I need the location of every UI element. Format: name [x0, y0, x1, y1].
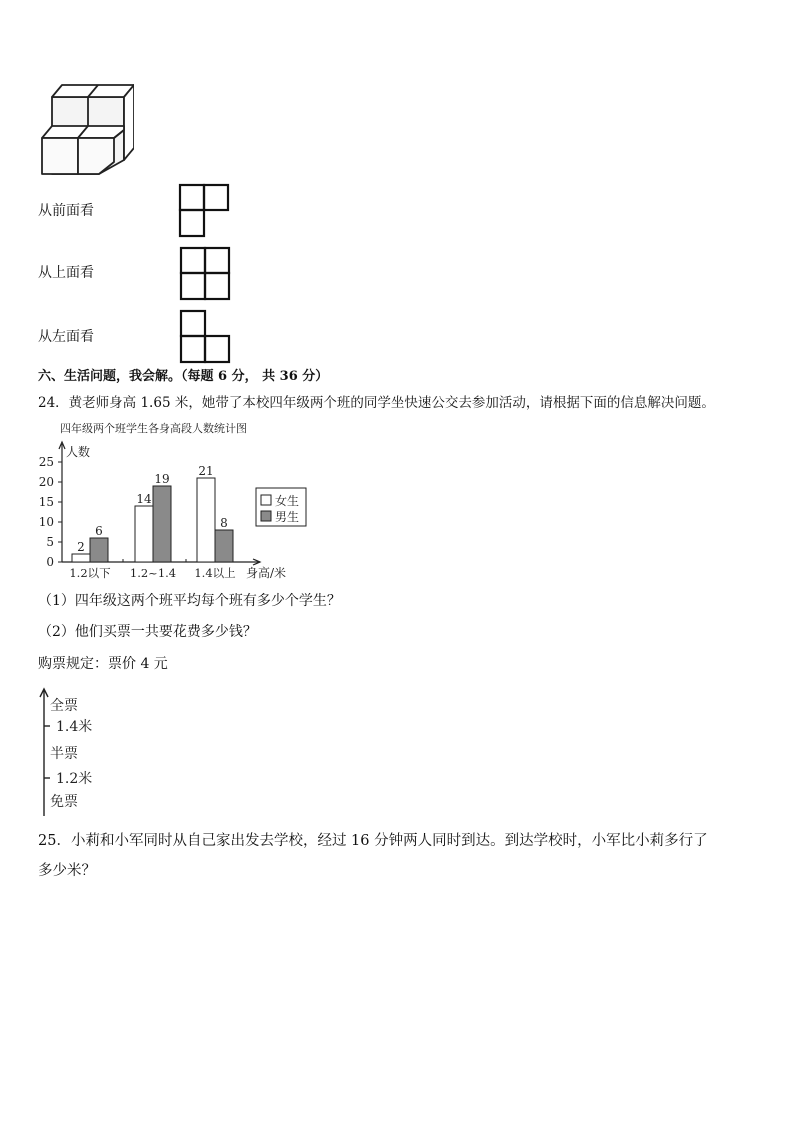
question-24-sub2: （2）他们买票一共要花费多少钱？: [38, 624, 257, 640]
bar: [197, 478, 215, 562]
section-heading: 六、生活问题，我会解。（每题 6 分， 共 36 分）: [38, 369, 329, 384]
legend-swatch: [261, 511, 271, 521]
top-view-label: 从上面看: [38, 265, 94, 281]
y-tick-label: 0: [46, 555, 54, 569]
bar-value-label: 6: [95, 524, 103, 538]
scale-label-1-2: 1.2米: [56, 771, 93, 787]
legend-swatch: [261, 495, 271, 505]
bar-value-label: 21: [198, 464, 214, 478]
y-axis-label: 人数: [66, 445, 91, 459]
left-view-drawing: [179, 309, 231, 365]
isometric-cube-figure: [38, 80, 134, 176]
y-tick-label: 10: [38, 515, 54, 529]
y-tick-label: 15: [38, 495, 54, 509]
bar-value-label: 14: [136, 492, 152, 506]
bar: [90, 538, 108, 562]
chart-title: 四年级两个班学生各身高段人数统计图: [60, 422, 247, 435]
bar: [215, 530, 233, 562]
y-tick-label: 20: [38, 475, 54, 489]
scale-label-full: 全票: [50, 698, 78, 714]
question-24-sub1: （1）四年级这两个班平均每个班有多少个学生？: [38, 593, 341, 609]
legend-label: 男生: [275, 510, 300, 524]
legend-label: 女生: [275, 494, 300, 508]
front-view-label: 从前面看: [38, 203, 94, 219]
ticket-rule: 购票规定：票价 4 元: [38, 656, 168, 672]
scale-label-free: 免票: [50, 794, 78, 810]
scale-label-half: 半票: [50, 746, 78, 762]
bar-value-label: 8: [220, 516, 228, 530]
question-24-text: 24．黄老师身高 1.65 米，她带了本校四年级两个班的同学坐快速公交去参加活动，请根据下面的信息解决问题。: [38, 395, 715, 411]
height-distribution-chart: [32, 416, 332, 586]
bar-value-label: 19: [154, 472, 170, 486]
y-tick-label: 25: [38, 455, 54, 469]
scale-label-1-4: 1.4米: [56, 719, 93, 735]
bar: [135, 506, 153, 562]
bar: [153, 486, 171, 562]
x-tick-label: 1.4以上: [194, 566, 236, 580]
x-tick-label: 1.2以下: [69, 566, 111, 580]
question-25-line2: 多少米？: [38, 863, 96, 879]
bar-value-label: 2: [77, 540, 85, 554]
question-25-line1: 25．小莉和小军同时从自己家出发去学校，经过 16 分钟两人同时到达。到达学校时，小军比小莉多行了: [38, 833, 708, 849]
bar: [72, 554, 90, 562]
top-view-drawing: [179, 246, 231, 302]
x-axis-label: 身高/米: [246, 566, 287, 580]
front-view-drawing: [178, 183, 230, 239]
y-tick-label: 5: [46, 535, 54, 549]
ticket-height-scale: [36, 686, 116, 818]
left-view-label: 从左面看: [38, 329, 94, 345]
x-tick-label: 1.2~1.4: [129, 566, 177, 580]
